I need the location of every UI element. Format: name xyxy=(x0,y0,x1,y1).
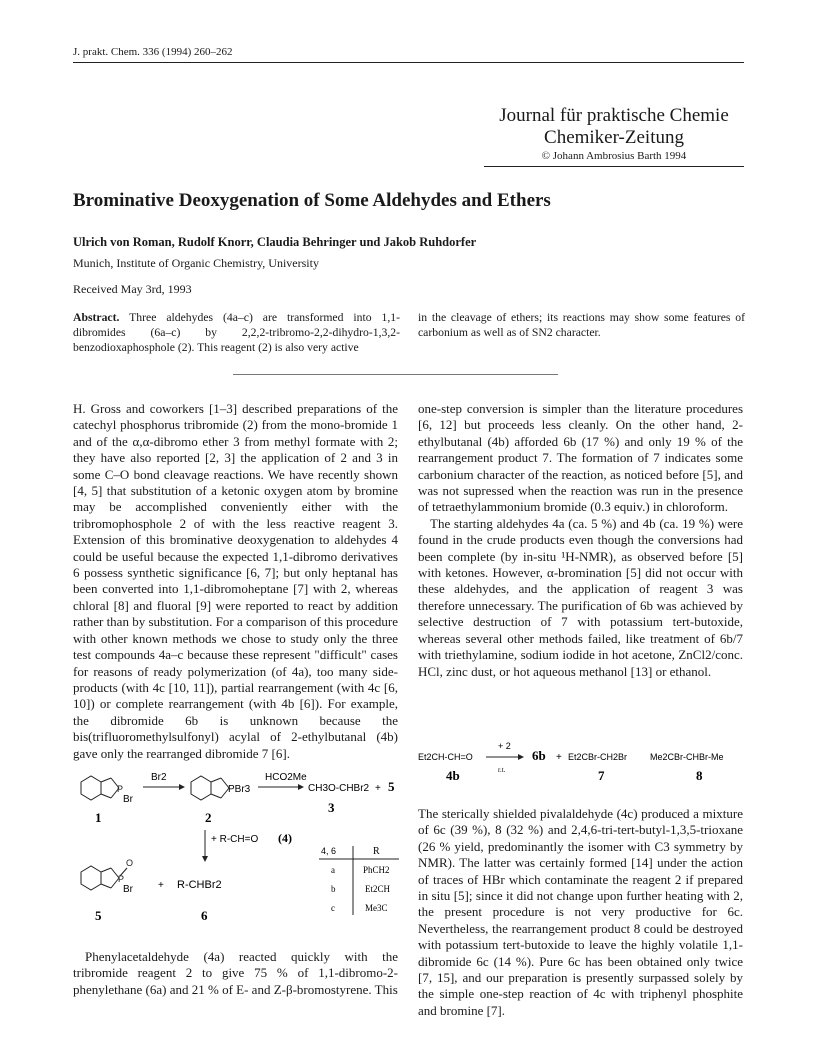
compound-number-3: 3 xyxy=(328,800,335,815)
pbr3-label: PBr3 xyxy=(228,784,251,795)
bromide-label-5: Br xyxy=(123,884,133,895)
bromide-label-1: Br xyxy=(123,794,133,805)
reaction-scheme-2 xyxy=(418,740,748,785)
affiliation: Munich, Institute of Organic Chemistry, University xyxy=(73,256,319,270)
arrow-reagent: + 2 xyxy=(498,741,511,751)
catechol-phosphole-structure-1 xyxy=(81,776,119,800)
table-row-key: a xyxy=(331,865,335,875)
compound-number-6: 6 xyxy=(201,908,208,923)
received-date: Received May 3rd, 1993 xyxy=(73,282,192,296)
article-title: Brominative Deoxygenation of Some Aldehydes and Ethers xyxy=(73,190,551,211)
body-right-column xyxy=(418,401,743,680)
table-row-value: Me3C xyxy=(365,903,388,913)
compound-number-2: 2 xyxy=(205,810,212,825)
journal-subname: Chemiker-Zeitung xyxy=(544,127,684,148)
paragraph-intro: H. Gross and coworkers [1–3] described preparations of the catechyl phosphorus tribromide (2) from the mono-bromide 1 and of the α,α-dibromo ether 3 from methyl formate with 2; they have also reported [2, 3] the application of 2 and 3 in some C–O bond cleavage reactions. We have recently shown [4, 5] that substitution of a ketonic oxygen atom by bromine may be accomplished conveniently either with the tribromophosphole 2 of with the less reactive reagent 3. Extension of this brominative deoxygenation to aldehydes 4 could be useful because the expected 1,1-dibromo derivatives 6 possess synthetic significance [6, 7]; but only heptanal has been converted into 1,1-dibromoheptane [7] with 2, whereas chloral [8] and fluoral [9] were reported to react by addition rather than by substitution. For a comparison of this procedure with other known methods we chose to study only the three test compounds 4a–c because these represent "difficult" cases for reasons of ready polymerization (of 4a), too many side-products (with 4c [10, 11]), partial rearrangement (with 4c [6, 10]) or complete rearrangement (with 4b [6]). For example, the dibromide 6b is unknown because the bis(trifluoromethylsulfonyl) acylal of 2-ethylbutanal (4b) gave only the rearranged dibromide 7 [6]. xyxy=(73,401,398,761)
svg-text:O: O xyxy=(126,858,134,868)
paragraph-pivalaldehyde: The sterically shielded pivalaldehyde (4c) produced a mixture of 6c (39 %), 8 (32 %) and 2,4,6-tri-tert-butyl-1,3,5-trioxane (26 % yield, predominantly the isomer with C3 symmetry by NMR). The latter was certainly formed [14] under the action of traces of HBr which contaminate the reagent 2 if prepared in situ [5]; since it did not change upon further heating with 2, the present procedure is not very productive for 6c. Nevertheless, the rearrangement product 8 could be destroyed with potassium tert-butoxide to leave the highly volatile 1,1-dibromide 6c (14 %). Pure 6c has been obtained only twice [7, 15], and our preparation is presently surpassed solely by the simple one-step reaction of 4c with triphenyl phosphite and bromine [7]. xyxy=(418,806,743,1018)
plus-sign-3: + xyxy=(556,752,562,763)
compound-number-4b: 4b xyxy=(446,768,460,783)
abstract-text-left: Three aldehydes (4a–c) are transformed into 1,1-dibromides (6a–c) by 2,2,2-tribromo-2,2-dihydro-1,3,2-benzodioxaphosphole (2). This reagent (2) is also very active xyxy=(73,311,401,354)
compound-number-5: 5 xyxy=(95,908,102,923)
abstract-label: Abstract. xyxy=(73,311,120,324)
substituent-table xyxy=(319,846,399,915)
product-6b: 6b xyxy=(532,748,546,763)
svg-text:P: P xyxy=(118,874,125,884)
compound-number-4: (4) xyxy=(278,831,292,845)
paragraph-starting-aldehydes: The starting aldehydes 4a (ca. 5 %) and 4b (ca. 19 %) were found in the crude products even though the conversions had been complete (by in-situ ¹H-NMR), as observed before [5] with ketones. However, α-bromination [5] did not occur with these aldehydes, and the application of reagent 3 was therefore unnecessary. The purification of 6b was achieved by selective destruction of 7 with potassium tert-butoxide, whereas several other methods failed, like treatment of 6b/7 with triethylamine, sodium iodide in hot acetone, ZnCl2/conc. HCl, zinc dust, or hot aqueous methanol [13] or ethanol. xyxy=(418,515,743,679)
reagent-hco2me: HCO2Me xyxy=(265,772,307,783)
compound-number-1: 1 xyxy=(95,810,102,825)
body-left-column xyxy=(73,401,398,762)
abstract-left xyxy=(73,310,400,355)
dibromo-ether: CH3O-CHBr2 xyxy=(308,783,370,794)
product-8-formula: Me2CBr-CHBr-Me xyxy=(650,752,724,762)
product-7-formula: Et2CBr-CH2Br xyxy=(568,752,628,762)
table-row-key: b xyxy=(331,884,336,894)
table-header-compound: 4, 6 xyxy=(321,846,337,856)
aldehyde-reagent: + R-CH=O xyxy=(211,834,259,845)
section-divider xyxy=(233,374,558,375)
reaction-scheme-1 xyxy=(73,770,403,935)
compound-number-5-top: 5 xyxy=(388,779,395,794)
plus-sign-2: + xyxy=(158,880,164,891)
paragraph-phenylacetaldehyde: Phenylacetaldehyde (4a) reacted quickly with the tribromide reagent 2 to give 75 % of 1,1-dibromo-2-phenylethane (6a) and 21 % of E- and Z-β-bromostyrene. This xyxy=(73,949,398,997)
journal-reference: J. prakt. Chem. 336 (1994) 260–262 xyxy=(73,46,233,58)
author-list: Ulrich von Roman, Rudolf Knorr, Claudia Behringer und Jakob Ruhdorfer xyxy=(73,235,477,249)
svg-text:P: P xyxy=(117,784,124,794)
catechol-phosphole-structure-2 xyxy=(191,776,229,800)
table-row-key: c xyxy=(331,903,335,913)
compound-number-8: 8 xyxy=(696,768,703,783)
arrow-condition: r.t. xyxy=(498,766,506,774)
copyright: © Johann Ambrosius Barth 1994 xyxy=(484,149,744,167)
body-right-column-bottom xyxy=(418,806,743,1019)
table-header-r: R xyxy=(373,846,380,857)
reagent-br2: Br2 xyxy=(151,772,167,783)
reactant-formula: Et2CH-CH=O xyxy=(418,752,473,762)
dibromide-product: R-CHBr2 xyxy=(177,879,222,891)
table-row-value: Et2CH xyxy=(365,884,391,894)
table-row-value: PhCH2 xyxy=(363,865,390,875)
top-rule xyxy=(73,62,744,63)
journal-name: Journal für praktische Chemie xyxy=(499,105,729,126)
paragraph-one-step: one-step conversion is simpler than the literature procedures [6, 12] but proceeds less cleanly. On the other hand, 2-ethylbutanal (4b) afforded 6b (17 %) and only 19 % of the rearrangement product 7. The formation of 7 indicates some carbonium character of the reaction, as noticed before [5], and was not supressed when the reaction was run in the presence of tetraethylammonium bromide (0.3 equiv.) in chloroform. xyxy=(418,401,743,515)
body-left-column-bottom xyxy=(73,949,398,998)
plus-sign: + xyxy=(375,783,381,794)
abstract-right: in the cleavage of ethers; its reactions may show some features of carbonium as well as of SN2 character. xyxy=(418,311,745,339)
journal-masthead xyxy=(484,105,744,167)
compound-number-7: 7 xyxy=(598,768,605,783)
